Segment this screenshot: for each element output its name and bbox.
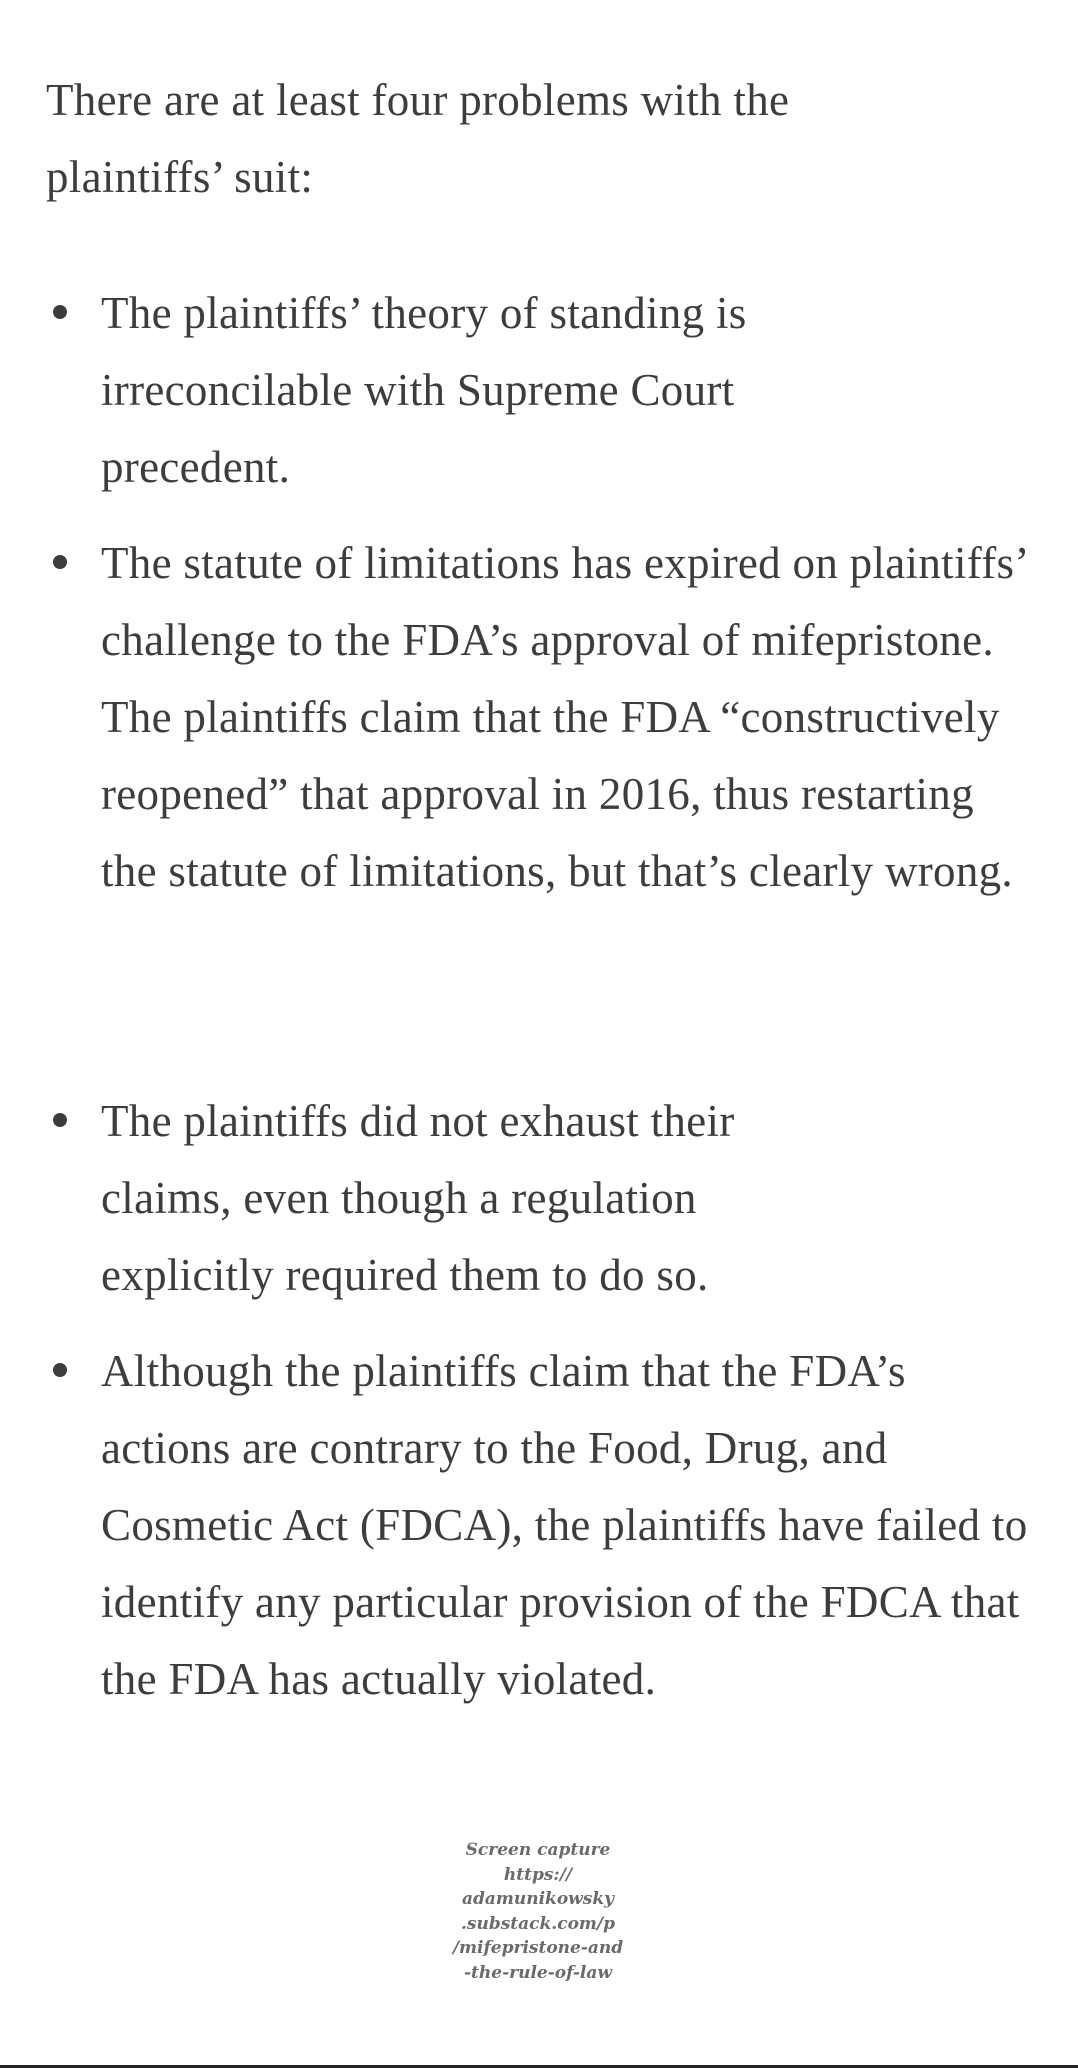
list-item [101, 525, 1041, 910]
bullet-icon [53, 1363, 67, 1377]
list-item [101, 275, 1041, 506]
list-item-text: Although the plaintiffs claim that the FDA’s actions are contrary to the Food, Drug, and Cosmetic Act (FDCA), the plaintiffs have failed to identify any particular provision of the FDCA that the FDA has actually violated. [101, 1346, 1028, 1704]
screen-capture-caption: Screen capture https:// adamunikowsky .substack.com/p /mifepristone-and -the-rule-of-law [452, 1840, 624, 1983]
list-item [101, 1333, 1041, 1718]
bullet-icon [53, 555, 67, 569]
article-body [46, 62, 1046, 216]
list-item [101, 1083, 1041, 1314]
bullet-icon [53, 305, 67, 319]
bullet-icon [53, 1113, 67, 1127]
list-item-text: The plaintiffs’ theory of standing is irreconcilable with Supreme Court precedent. [101, 288, 747, 492]
intro-paragraph: There are at least four problems with the plaintiffs’ suit: [46, 75, 790, 202]
list-item-text: The plaintiffs did not exhaust their claims, even though a regulation explicitly required them to do so. [101, 1096, 735, 1300]
list-item-text: The statute of limitations has expired on plaintiffs’ challenge to the FDA’s approval of mifepristone. The plaintiffs claim that the FDA “constructively reopened” that approval in 2016, thus restarting the statute of limitations, but that’s clearly wrong. [101, 538, 1027, 896]
